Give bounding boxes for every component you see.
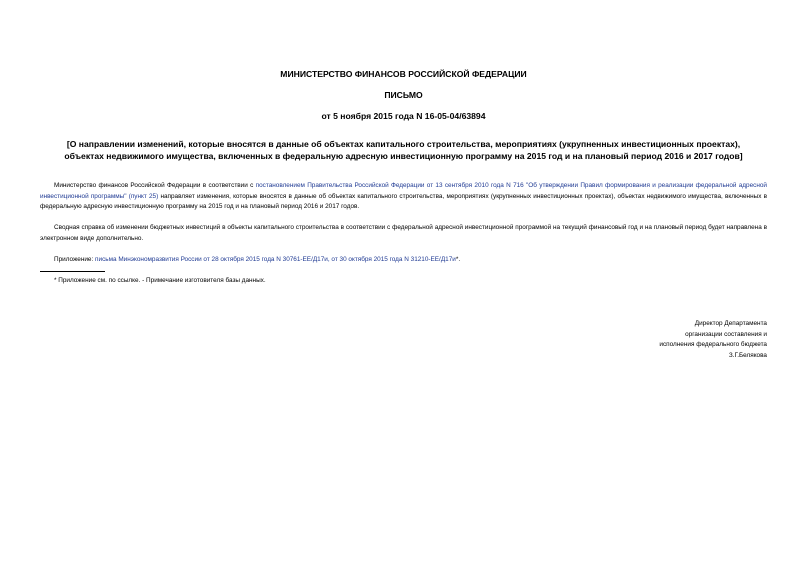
- paragraph-attachment: [40, 255, 767, 266]
- government-decree-link[interactable]: постановлением Правительства Российской Федерации от 13 сентября 2010 года N 716 "Об утверждении Правил формирования и реализации федеральной адресной инвестиционной программы": [40, 182, 767, 200]
- decree-clause-link[interactable]: (пункт 25): [126, 192, 159, 200]
- signature-title-line-2: организации составления и: [685, 330, 767, 338]
- document-title-line-2: объектах недвижимого имущества, включенных в федеральную адресную инвестиционную программу на 2015 год и на плановый период 2016 и 2017 годов]: [64, 150, 743, 161]
- document-title-line-1: [О направлении изменений, которые вносятся в данные об объектах капитального строительства, мероприятиях (укрупненных инвестиционных проектах),: [66, 139, 741, 149]
- document-type: ПИСЬМО: [384, 90, 423, 100]
- paragraph-1-lead: Министерство финансов Российской Федерации в соответствии с: [54, 182, 256, 189]
- paragraph-1: [40, 181, 767, 213]
- footnote-text: * Приложение см. по ссылке. - Примечание изготовителя базы данных.: [54, 277, 266, 284]
- document-title: [40, 139, 767, 162]
- document-date-number: от 5 ноября 2015 года N 16-05-04/63894: [321, 111, 486, 121]
- ministry-name: МИНИСТЕРСТВО ФИНАНСОВ РОССИЙСКОЙ ФЕДЕРАЦИИ: [280, 69, 527, 79]
- footnote-divider: [40, 271, 105, 272]
- signature-block: [659, 319, 767, 361]
- attachment-letters-link[interactable]: письма Минэкономразвития России от 28 октября 2015 года N 30761-ЕЕ/Д17и, от 30 октября 2015 года N 31210-ЕЕ/Д17и: [95, 256, 456, 263]
- attachment-suffix: *.: [455, 256, 461, 263]
- paragraph-1-tail: направляет изменения, которые вносятся в данные об объектах капитального строительства, мероприятиях (укрупненных инвестиционных проектах), объектах недвижимого имущества, включенных в федеральную адресную инвестиционную программу на 2015 год и на плановый период 2016 и 2017 годов.: [40, 192, 767, 210]
- signature-title-line-3: исполнения федерального бюджета: [659, 341, 767, 348]
- attachment-prefix: Приложение:: [54, 256, 96, 263]
- paragraph-2-text: Сводная справка об изменении бюджетных инвестиций в объекты капитального строительства в соответствии с федеральной адресной инвестиционной программой на текущий финансовый год и на плановый период будет направлена в электронном виде дополнительно.: [40, 224, 767, 242]
- signature-title-line-1: Директор Департамента: [694, 320, 767, 327]
- paragraph-2: [40, 223, 767, 244]
- signatory-name: З.Г.Белякова: [728, 351, 767, 359]
